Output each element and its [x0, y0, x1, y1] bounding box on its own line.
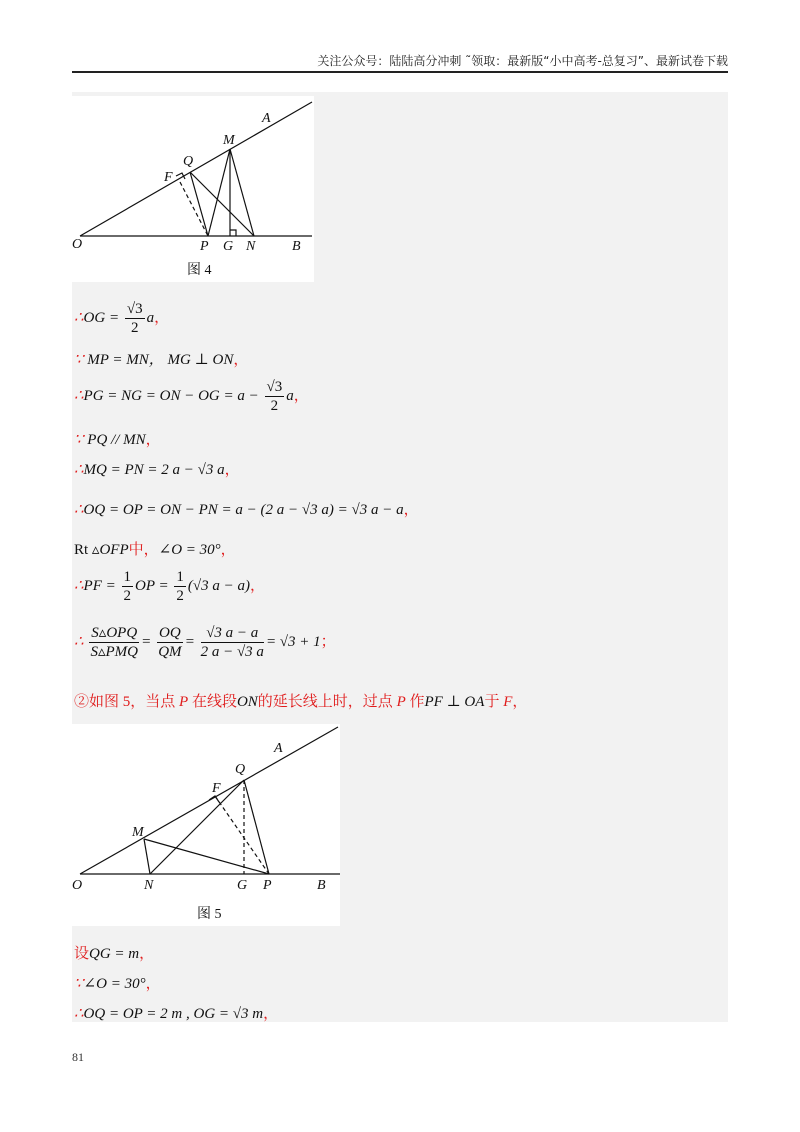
line-mp-mn: ∵ MP = MN， MG ⊥ ON，	[74, 352, 249, 368]
line-pf: ∴PF = $\frac{1}{2}$ OP = $\frac{1}{2}$ (√3 a − a)，	[74, 569, 265, 604]
label-P: P	[200, 239, 209, 254]
page-header: 关注公众号：陆陆高分冲刺 ˜领取：最新版“小中高考-总复习”、最新试卷下载	[317, 54, 728, 68]
label-Q: Q	[235, 762, 246, 777]
figure-5-caption: 图 5	[197, 907, 222, 922]
line-case-2: ②如图 5，当点 P 在线段ON的延长线上时，过点 P 作PF ⊥ OA于 F，	[74, 694, 528, 710]
line-og: ∴OG = $\frac{√3}{2}$ a，	[74, 301, 170, 336]
line-pg: ∴PG = NG = ON − OG = a − $\frac{√3}{2}$ a，	[74, 379, 309, 414]
line-mq: ∴MQ = PN = 2 a − √3 a，	[74, 462, 240, 478]
label-M: M	[132, 825, 144, 840]
line-oq-op: ∴OQ = OP = 2 m , OG = √3 m，	[74, 1006, 279, 1022]
header-rule	[72, 71, 728, 73]
label-A: A	[274, 741, 283, 756]
label-A: A	[262, 111, 271, 126]
label-B: B	[292, 239, 301, 254]
label-G: G	[223, 239, 234, 254]
line-rt-ofp: Rt ▵OFP中，∠O = 30°，	[74, 542, 236, 558]
label-B: B	[317, 878, 326, 893]
figure-4-diagram	[72, 96, 314, 282]
figure-5-diagram	[72, 724, 340, 926]
label-O: O	[72, 237, 83, 252]
label-P: P	[263, 878, 272, 893]
label-F: F	[212, 781, 221, 796]
label-O: O	[72, 878, 83, 893]
label-Q: Q	[183, 154, 194, 169]
label-N: N	[246, 239, 256, 254]
figure-4	[72, 96, 314, 282]
label-F: F	[164, 170, 173, 185]
figure-4-caption: 图 4	[187, 263, 212, 278]
figure-5	[72, 724, 340, 926]
label-N: N	[144, 878, 154, 893]
label-G: G	[237, 878, 248, 893]
line-angle-o: ∵∠O = 30°，	[74, 976, 161, 992]
line-qg: 设QG = m，	[74, 946, 155, 962]
page-number: 81	[72, 1050, 84, 1064]
line-area-ratio: ∴ $\frac{\text{S▵OPQ}}{\text{S▵PMQ}}$ = $\frac{OQ}{QM}$ = $\frac{√3 a - a}{2 a - √3 a}$ = √3 + 1；	[74, 625, 336, 660]
line-pq-parallel: ∵ PQ // MN，	[74, 432, 161, 448]
line-oq: ∴OQ = OP = ON − PN = a − (2 a − √3 a) = √3 a − a，	[74, 502, 419, 518]
label-M: M	[223, 133, 235, 148]
